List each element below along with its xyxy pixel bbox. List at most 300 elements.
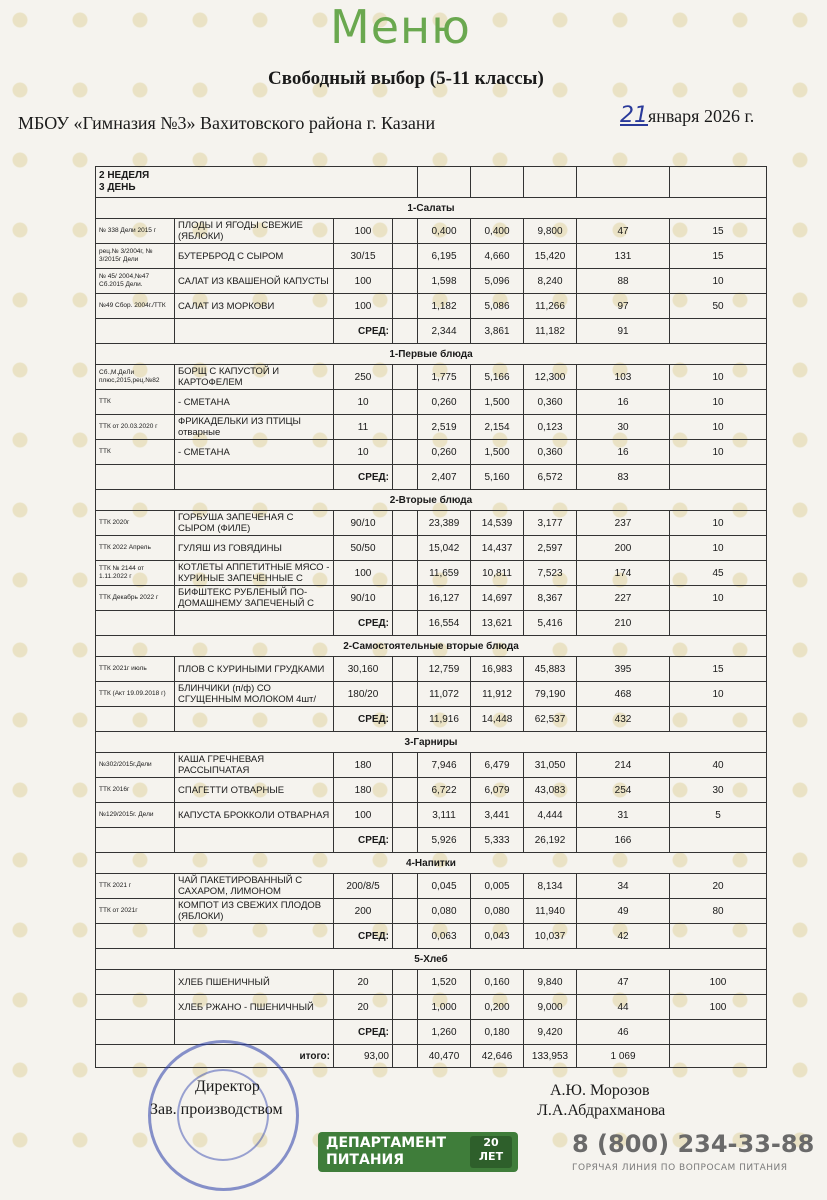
week-day-row bbox=[96, 167, 767, 198]
portion-weight: 30,160 bbox=[334, 657, 393, 682]
empty-cell bbox=[670, 707, 767, 732]
fat-value: 1,500 bbox=[471, 440, 524, 465]
fat-value: 14,539 bbox=[471, 511, 524, 536]
carb-value: 2,597 bbox=[524, 536, 577, 561]
dish-row bbox=[96, 874, 767, 899]
avg-kcal: 432 bbox=[577, 707, 670, 732]
protein-value: 0,045 bbox=[418, 874, 471, 899]
dish-name: ГОРБУША ЗАПЕЧЕНАЯ С СЫРОМ (ФИЛЕ) bbox=[175, 511, 334, 536]
avg-carb: 6,572 bbox=[524, 465, 577, 490]
portion-weight: 200/8/5 bbox=[334, 874, 393, 899]
spacer-cell bbox=[393, 244, 418, 269]
average-row bbox=[96, 828, 767, 853]
fat-value: 5,086 bbox=[471, 294, 524, 319]
avg-protein: 2,344 bbox=[418, 319, 471, 344]
section-header bbox=[96, 636, 767, 657]
spacer-cell bbox=[393, 511, 418, 536]
portion-weight: 90/10 bbox=[334, 586, 393, 611]
protein-value: 15,042 bbox=[418, 536, 471, 561]
fat-value: 0,005 bbox=[471, 874, 524, 899]
fat-value: 16,983 bbox=[471, 657, 524, 682]
spacer-cell bbox=[393, 365, 418, 390]
avg-kcal: 210 bbox=[577, 611, 670, 636]
fat-value: 2,154 bbox=[471, 415, 524, 440]
kcal-value: 30 bbox=[577, 415, 670, 440]
price-value: 10 bbox=[670, 536, 767, 561]
carb-value: 31,050 bbox=[524, 753, 577, 778]
empty-cell bbox=[96, 924, 175, 949]
empty-cell bbox=[96, 465, 175, 490]
portion-weight: 100 bbox=[334, 803, 393, 828]
dish-name: - СМЕТАНА bbox=[175, 440, 334, 465]
deputy-title: Зав. производством bbox=[150, 1101, 283, 1118]
fat-value: 0,160 bbox=[471, 970, 524, 995]
price-value: 10 bbox=[670, 415, 767, 440]
avg-carb: 9,420 bbox=[524, 1020, 577, 1045]
section-header bbox=[96, 344, 767, 365]
empty-cell bbox=[670, 319, 767, 344]
empty-cell bbox=[670, 465, 767, 490]
spacer-cell bbox=[393, 1045, 418, 1068]
price-value: 10 bbox=[670, 269, 767, 294]
price-value: 5 bbox=[670, 803, 767, 828]
dish-row bbox=[96, 657, 767, 682]
spacer-cell bbox=[393, 465, 418, 490]
carb-value: 8,134 bbox=[524, 874, 577, 899]
dish-row bbox=[96, 803, 767, 828]
fat-value: 14,437 bbox=[471, 536, 524, 561]
price-value: 15 bbox=[670, 219, 767, 244]
avg-protein: 5,926 bbox=[418, 828, 471, 853]
kcal-value: 34 bbox=[577, 874, 670, 899]
protein-value: 11,659 bbox=[418, 561, 471, 586]
fat-value: 10,811 bbox=[471, 561, 524, 586]
protein-value: 1,182 bbox=[418, 294, 471, 319]
dish-name: ПЛОВ С КУРИНЫМИ ГРУДКАМИ bbox=[175, 657, 334, 682]
price-value: 15 bbox=[670, 657, 767, 682]
spacer-cell bbox=[393, 707, 418, 732]
carb-value: 9,000 bbox=[524, 995, 577, 1020]
dish-row bbox=[96, 536, 767, 561]
recipe-code: Сб.,М.ДеЛи плюс,2015,рец.№82 bbox=[96, 365, 175, 390]
average-label: СРЕД: bbox=[334, 707, 393, 732]
carb-value: 8,240 bbox=[524, 269, 577, 294]
carb-value: 0,360 bbox=[524, 390, 577, 415]
date-day: 21 bbox=[620, 103, 648, 128]
spacer-cell bbox=[393, 415, 418, 440]
section-title: 5-Хлеб bbox=[96, 949, 767, 970]
spacer-cell bbox=[393, 899, 418, 924]
dish-row bbox=[96, 682, 767, 707]
portion-weight: 90/10 bbox=[334, 511, 393, 536]
dish-row bbox=[96, 753, 767, 778]
fat-value: 0,400 bbox=[471, 219, 524, 244]
price-value: 10 bbox=[670, 511, 767, 536]
average-label: СРЕД: bbox=[334, 611, 393, 636]
empty-cell bbox=[175, 707, 334, 732]
total-carb: 133,953 bbox=[524, 1045, 577, 1068]
avg-fat: 0,043 bbox=[471, 924, 524, 949]
empty-cell bbox=[175, 924, 334, 949]
recipe-code: рец.№ 3/2004г, № 3/2015г Дели bbox=[96, 244, 175, 269]
dish-name: БОРЩ С КАПУСТОЙ И КАРТОФЕЛЕМ bbox=[175, 365, 334, 390]
kcal-value: 31 bbox=[577, 803, 670, 828]
spacer-cell bbox=[393, 778, 418, 803]
carb-value: 12,300 bbox=[524, 365, 577, 390]
spacer-cell bbox=[393, 586, 418, 611]
protein-value: 2,519 bbox=[418, 415, 471, 440]
spacer-cell bbox=[393, 319, 418, 344]
carb-value: 8,367 bbox=[524, 586, 577, 611]
dish-name: САЛАТ ИЗ МОРКОВИ bbox=[175, 294, 334, 319]
avg-fat: 5,160 bbox=[471, 465, 524, 490]
kcal-value: 200 bbox=[577, 536, 670, 561]
portion-weight: 11 bbox=[334, 415, 393, 440]
empty-cell bbox=[96, 611, 175, 636]
kcal-value: 97 bbox=[577, 294, 670, 319]
kcal-value: 49 bbox=[577, 899, 670, 924]
protein-value: 1,000 bbox=[418, 995, 471, 1020]
protein-value: 0,260 bbox=[418, 440, 471, 465]
price-value: 15 bbox=[670, 244, 767, 269]
recipe-code: ТТК 2022 Апрель bbox=[96, 536, 175, 561]
avg-kcal: 46 bbox=[577, 1020, 670, 1045]
avg-carb: 26,192 bbox=[524, 828, 577, 853]
avg-carb: 11,182 bbox=[524, 319, 577, 344]
kcal-value: 47 bbox=[577, 219, 670, 244]
portion-weight: 10 bbox=[334, 440, 393, 465]
kcal-value: 395 bbox=[577, 657, 670, 682]
empty-cell bbox=[175, 319, 334, 344]
carb-value: 0,123 bbox=[524, 415, 577, 440]
average-row bbox=[96, 611, 767, 636]
date-rest: января 2026 г. bbox=[648, 106, 755, 126]
avg-fat: 0,180 bbox=[471, 1020, 524, 1045]
section-title: 1-Салаты bbox=[96, 198, 767, 219]
dish-name: КОТЛЕТЫ АППЕТИТНЫЕ МЯСО - КУРИНЫЕ ЗАПЕЧЕННЫЕ С bbox=[175, 561, 334, 586]
price-value: 10 bbox=[670, 365, 767, 390]
dish-row bbox=[96, 995, 767, 1020]
empty-cell bbox=[670, 924, 767, 949]
carb-value: 45,883 bbox=[524, 657, 577, 682]
protein-value: 7,946 bbox=[418, 753, 471, 778]
spacer-cell bbox=[393, 440, 418, 465]
spacer-cell bbox=[393, 536, 418, 561]
protein-value: 11,072 bbox=[418, 682, 471, 707]
price-value: 10 bbox=[670, 682, 767, 707]
avg-protein: 16,554 bbox=[418, 611, 471, 636]
recipe-code: ТТК от 2021г bbox=[96, 899, 175, 924]
portion-weight: 200 bbox=[334, 899, 393, 924]
portion-weight: 20 bbox=[334, 970, 393, 995]
price-value: 10 bbox=[670, 390, 767, 415]
kcal-value: 237 bbox=[577, 511, 670, 536]
dish-row bbox=[96, 511, 767, 536]
avg-fat: 3,861 bbox=[471, 319, 524, 344]
protein-value: 12,759 bbox=[418, 657, 471, 682]
avg-kcal: 166 bbox=[577, 828, 670, 853]
average-label: СРЕД: bbox=[334, 924, 393, 949]
price-value: 100 bbox=[670, 995, 767, 1020]
recipe-code: №302/2015г.Дели bbox=[96, 753, 175, 778]
empty-cell bbox=[670, 611, 767, 636]
badge-word: ЛЕТ bbox=[478, 1150, 504, 1163]
spacer-cell bbox=[393, 657, 418, 682]
portion-weight: 250 bbox=[334, 365, 393, 390]
spacer-cell bbox=[393, 390, 418, 415]
average-row bbox=[96, 924, 767, 949]
avg-protein: 11,916 bbox=[418, 707, 471, 732]
fat-value: 4,660 bbox=[471, 244, 524, 269]
empty-cell bbox=[96, 319, 175, 344]
dish-name: САЛАТ ИЗ КВАШЕНОЙ КАПУСТЫ bbox=[175, 269, 334, 294]
spacer-cell bbox=[393, 753, 418, 778]
price-value: 30 bbox=[670, 778, 767, 803]
spacer-cell bbox=[393, 995, 418, 1020]
dish-name: ЧАЙ ПАКЕТИРОВАННЫЙ С САХАРОМ, ЛИМОНОМ bbox=[175, 874, 334, 899]
avg-kcal: 83 bbox=[577, 465, 670, 490]
kcal-value: 16 bbox=[577, 390, 670, 415]
carb-value: 7,523 bbox=[524, 561, 577, 586]
average-row bbox=[96, 1020, 767, 1045]
hotline-phone: 8 (800) 234-33-88 bbox=[572, 1130, 815, 1158]
recipe-code: № 45/ 2004,№47 Сб.2015 Дели. bbox=[96, 269, 175, 294]
menu-subtitle: Свободный выбор (5-11 классы) bbox=[268, 68, 544, 89]
recipe-code: ТТК (Акт 19.09.2018 г) bbox=[96, 682, 175, 707]
dish-row bbox=[96, 899, 767, 924]
price-value: 20 bbox=[670, 874, 767, 899]
recipe-code: ТТК bbox=[96, 440, 175, 465]
avg-protein: 0,063 bbox=[418, 924, 471, 949]
price-value: 45 bbox=[670, 561, 767, 586]
empty-cell bbox=[175, 465, 334, 490]
average-label: СРЕД: bbox=[334, 828, 393, 853]
dish-row bbox=[96, 244, 767, 269]
dish-name: ФРИКАДЕЛЬКИ ИЗ ПТИЦЫ отварные bbox=[175, 415, 334, 440]
protein-value: 0,260 bbox=[418, 390, 471, 415]
dish-name: ХЛЕБ РЖАНО - ПШЕНИЧНЫЙ bbox=[175, 995, 334, 1020]
spacer-cell bbox=[393, 294, 418, 319]
recipe-code: ТТК 2021г июль bbox=[96, 657, 175, 682]
protein-value: 1,520 bbox=[418, 970, 471, 995]
dish-row bbox=[96, 365, 767, 390]
menu-date bbox=[620, 103, 754, 128]
carb-value: 79,190 bbox=[524, 682, 577, 707]
empty-cell bbox=[96, 707, 175, 732]
total-price: 93,00 bbox=[334, 1045, 393, 1068]
average-row bbox=[96, 707, 767, 732]
empty-cell bbox=[96, 828, 175, 853]
total-protein: 40,470 bbox=[418, 1045, 471, 1068]
carb-value: 9,840 bbox=[524, 970, 577, 995]
avg-protein: 2,407 bbox=[418, 465, 471, 490]
anniversary-badge bbox=[470, 1136, 512, 1168]
director-title: Директор bbox=[195, 1078, 260, 1095]
dish-name: БУТЕРБРОД С СЫРОМ bbox=[175, 244, 334, 269]
portion-weight: 50/50 bbox=[334, 536, 393, 561]
fat-value: 5,166 bbox=[471, 365, 524, 390]
empty-cell bbox=[670, 1045, 767, 1068]
dish-row bbox=[96, 440, 767, 465]
recipe-code: ТТК Декабрь 2022 г bbox=[96, 586, 175, 611]
price-value: 10 bbox=[670, 586, 767, 611]
empty-cell bbox=[175, 1020, 334, 1045]
section-title: 2-Вторые блюда bbox=[96, 490, 767, 511]
fat-value: 1,500 bbox=[471, 390, 524, 415]
price-value: 80 bbox=[670, 899, 767, 924]
avg-carb: 5,416 bbox=[524, 611, 577, 636]
recipe-code bbox=[96, 995, 175, 1020]
kcal-value: 254 bbox=[577, 778, 670, 803]
fat-value: 0,080 bbox=[471, 899, 524, 924]
recipe-code: № 338 Дели 2015 г bbox=[96, 219, 175, 244]
protein-value: 16,127 bbox=[418, 586, 471, 611]
dish-name: ГУЛЯШ ИЗ ГОВЯДИНЫ bbox=[175, 536, 334, 561]
section-header bbox=[96, 853, 767, 874]
hotline-caption: ГОРЯЧАЯ ЛИНИЯ ПО ВОПРОСАМ ПИТАНИЯ bbox=[572, 1163, 788, 1173]
fat-value: 11,912 bbox=[471, 682, 524, 707]
portion-weight: 180/20 bbox=[334, 682, 393, 707]
kcal-value: 44 bbox=[577, 995, 670, 1020]
carb-value: 11,940 bbox=[524, 899, 577, 924]
carb-value: 0,360 bbox=[524, 440, 577, 465]
carb-value: 43,083 bbox=[524, 778, 577, 803]
dish-name: - СМЕТАНА bbox=[175, 390, 334, 415]
empty-cell bbox=[670, 1020, 767, 1045]
fat-value: 6,479 bbox=[471, 753, 524, 778]
spacer-cell bbox=[393, 970, 418, 995]
carb-value: 3,177 bbox=[524, 511, 577, 536]
avg-protein: 1,260 bbox=[418, 1020, 471, 1045]
dish-row bbox=[96, 269, 767, 294]
average-label: СРЕД: bbox=[334, 319, 393, 344]
protein-value: 1,598 bbox=[418, 269, 471, 294]
total-fat: 42,646 bbox=[471, 1045, 524, 1068]
avg-carb: 62,537 bbox=[524, 707, 577, 732]
total-label: итого: bbox=[96, 1045, 334, 1068]
price-value: 40 bbox=[670, 753, 767, 778]
protein-value: 6,195 bbox=[418, 244, 471, 269]
dish-row bbox=[96, 415, 767, 440]
spacer-cell bbox=[393, 1020, 418, 1045]
dept-line1: ДЕПАРТАМЕНТ bbox=[326, 1135, 446, 1151]
portion-weight: 100 bbox=[334, 294, 393, 319]
dish-row bbox=[96, 219, 767, 244]
spacer-cell bbox=[393, 611, 418, 636]
section-title: 3-Гарниры bbox=[96, 732, 767, 753]
dish-name: БЛИНЧИКИ (п/ф) СО СГУЩЕННЫМ МОЛОКОМ 4шт/ bbox=[175, 682, 334, 707]
dish-name: ПЛОДЫ И ЯГОДЫ СВЕЖИЕ (ЯБЛОКИ) bbox=[175, 219, 334, 244]
dish-name: КАПУСТА БРОККОЛИ ОТВАРНАЯ bbox=[175, 803, 334, 828]
section-header bbox=[96, 732, 767, 753]
fat-value: 6,079 bbox=[471, 778, 524, 803]
recipe-code: ТТК 2016г bbox=[96, 778, 175, 803]
dept-line2: ПИТАНИЯ bbox=[326, 1152, 405, 1168]
kcal-value: 47 bbox=[577, 970, 670, 995]
spacer-cell bbox=[393, 269, 418, 294]
dish-row bbox=[96, 778, 767, 803]
dish-row bbox=[96, 561, 767, 586]
recipe-code: ТТК 2020г bbox=[96, 511, 175, 536]
section-header bbox=[96, 490, 767, 511]
kcal-value: 16 bbox=[577, 440, 670, 465]
avg-fat: 13,621 bbox=[471, 611, 524, 636]
department-banner bbox=[318, 1132, 518, 1172]
fat-value: 5,096 bbox=[471, 269, 524, 294]
spacer-cell bbox=[393, 924, 418, 949]
director-name: А.Ю. Морозов bbox=[550, 1082, 650, 1099]
section-title: 4-Напитки bbox=[96, 853, 767, 874]
dish-row bbox=[96, 970, 767, 995]
school-name: МБОУ «Гимназия №3» Вахитовского района г. Казани bbox=[18, 113, 436, 133]
protein-value: 0,400 bbox=[418, 219, 471, 244]
kcal-value: 227 bbox=[577, 586, 670, 611]
dish-name: ХЛЕБ ПШЕНИЧНЫЙ bbox=[175, 970, 334, 995]
section-header bbox=[96, 949, 767, 970]
empty-cell bbox=[96, 1020, 175, 1045]
recipe-code: №49 Сбор. 2004г./ТТК bbox=[96, 294, 175, 319]
kcal-value: 88 bbox=[577, 269, 670, 294]
total-kcal: 1 069 bbox=[577, 1045, 670, 1068]
recipe-code: ТТК 2021 г bbox=[96, 874, 175, 899]
dish-row bbox=[96, 294, 767, 319]
empty-cell bbox=[175, 611, 334, 636]
week-day-cell bbox=[96, 167, 418, 198]
fat-value: 0,200 bbox=[471, 995, 524, 1020]
section-title: 2-Самостоятельные вторые блюда bbox=[96, 636, 767, 657]
average-label: СРЕД: bbox=[334, 1020, 393, 1045]
carb-value: 11,266 bbox=[524, 294, 577, 319]
spacer-cell bbox=[393, 561, 418, 586]
week-label: 2 НЕДЕЛЯ bbox=[99, 170, 150, 181]
portion-weight: 100 bbox=[334, 269, 393, 294]
spacer-cell bbox=[393, 803, 418, 828]
dish-name: КОМПОТ ИЗ СВЕЖИХ ПЛОДОВ (ЯБЛОКИ) bbox=[175, 899, 334, 924]
portion-weight: 10 bbox=[334, 390, 393, 415]
protein-value: 3,111 bbox=[418, 803, 471, 828]
carb-value: 4,444 bbox=[524, 803, 577, 828]
average-label: СРЕД: bbox=[334, 465, 393, 490]
kcal-value: 103 bbox=[577, 365, 670, 390]
portion-weight: 180 bbox=[334, 753, 393, 778]
dish-name: КАША ГРЕЧНЕВАЯ РАССЫПЧАТАЯ bbox=[175, 753, 334, 778]
dish-row bbox=[96, 390, 767, 415]
spacer-cell bbox=[393, 219, 418, 244]
kcal-value: 214 bbox=[577, 753, 670, 778]
kcal-value: 174 bbox=[577, 561, 670, 586]
avg-fat: 5,333 bbox=[471, 828, 524, 853]
portion-weight: 180 bbox=[334, 778, 393, 803]
avg-kcal: 91 bbox=[577, 319, 670, 344]
menu-table bbox=[95, 166, 767, 1068]
fat-value: 14,697 bbox=[471, 586, 524, 611]
menu-title: Меню bbox=[330, 0, 471, 54]
spacer-cell bbox=[393, 874, 418, 899]
dish-row bbox=[96, 586, 767, 611]
average-row bbox=[96, 319, 767, 344]
protein-value: 1,775 bbox=[418, 365, 471, 390]
recipe-code: ТТК от 20.03.2020 г bbox=[96, 415, 175, 440]
fat-value: 3,441 bbox=[471, 803, 524, 828]
protein-value: 23,389 bbox=[418, 511, 471, 536]
protein-value: 6,722 bbox=[418, 778, 471, 803]
price-value: 100 bbox=[670, 970, 767, 995]
carb-value: 15,420 bbox=[524, 244, 577, 269]
average-row bbox=[96, 465, 767, 490]
carb-value: 9,800 bbox=[524, 219, 577, 244]
deputy-name: Л.А.Абдрахманова bbox=[537, 1102, 666, 1119]
portion-weight: 100 bbox=[334, 219, 393, 244]
